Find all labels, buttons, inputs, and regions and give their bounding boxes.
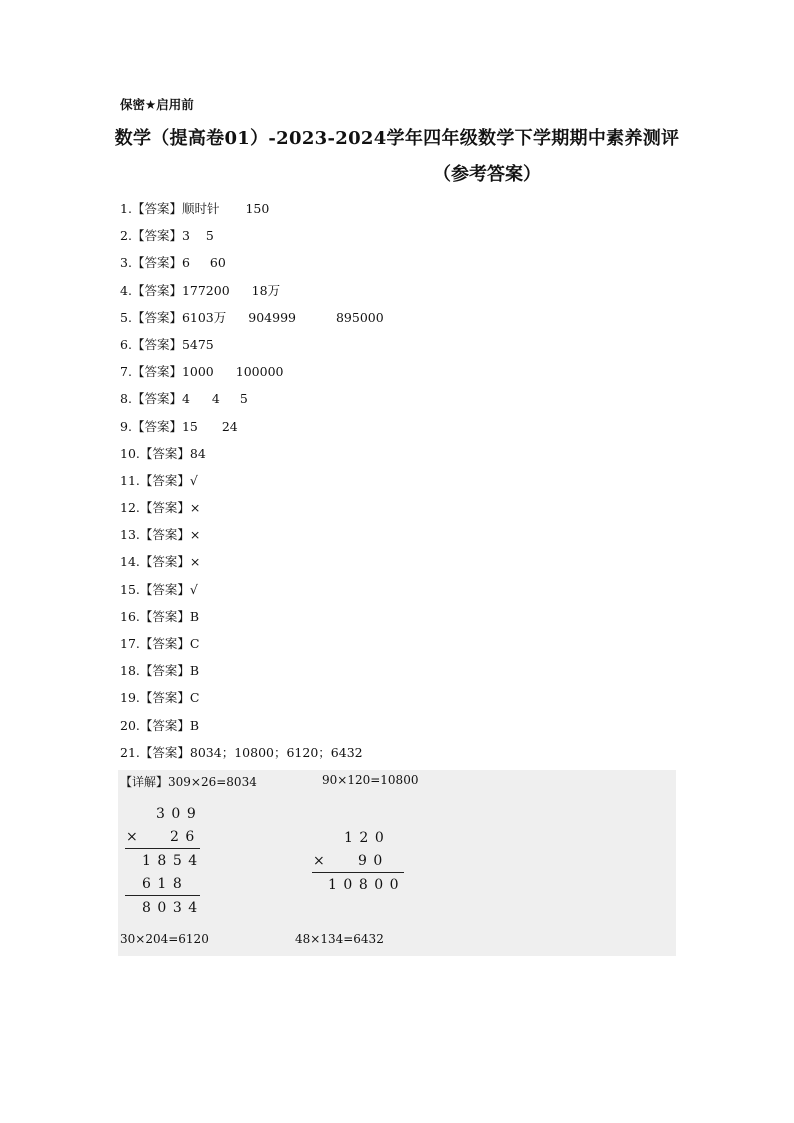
document-subtitle: （参考答案） [433,164,541,185]
answer-tag: 【答案】 [139,690,190,706]
answer-value: 15 [181,418,198,434]
answer-value: 5 [205,228,214,244]
calc1-partial-2: 618 [142,876,189,892]
answer-tag: 【答案】 [139,581,190,597]
answer-number: 10. [120,445,140,461]
answer-value: √ [189,472,198,488]
answer-tag: 【答案】 [139,608,190,624]
answer-number: 20. [120,717,140,733]
answer-row [120,281,384,308]
calc2-rule [312,872,404,873]
answer-number: 14. [120,554,140,570]
document-title: 数学（提高卷01）-2023-2024学年四年级数学下学期期中素养测评 [114,128,680,149]
answer-value: 顺时针 [181,201,220,216]
answer-number: 3. [120,255,132,271]
answer-value: × [189,500,201,516]
answer-row [120,634,384,661]
calc2-operator: × [313,853,332,869]
answer-value: 3 [181,228,190,244]
answer-number: 16. [120,608,140,624]
answer-value: 5475 [181,336,214,352]
answer-row [120,552,384,579]
answer-row [120,661,384,688]
answer-number: 5. [120,309,132,325]
answer-row [120,525,384,552]
answer-tag: 【答案】 [131,282,182,298]
answer-number: 9. [120,418,132,434]
answer-row [120,199,384,226]
answer-tag: 【答案】 [139,663,190,679]
answer-number: 12. [120,500,140,516]
answer-number: 18. [120,663,140,679]
calc1-multiplier: 26 [170,829,201,845]
answer-tag: 【答案】 [131,309,182,325]
answer-row [120,417,384,444]
answer-tag: 【答案】 [139,554,190,570]
answer-value: C [189,636,200,651]
calc1-top: 309 [156,806,203,822]
answer-row [120,743,384,770]
confidential-label: 保密★启用前 [120,97,194,112]
calc2-top: 120 [344,830,391,846]
answer-value: 895000 [335,309,384,325]
detail-tag: 【详解】 [120,775,169,789]
answer-tag: 【答案】 [139,527,190,543]
answer-value: 1000 [181,364,214,380]
answer-tag: 【答案】 [139,472,190,488]
calc1-operator: × [126,829,145,845]
answer-value: 8034；10800；6120；6432 [189,744,363,760]
answer-row [120,688,384,715]
answer-row [120,335,384,362]
answer-value: 18万 [251,282,281,298]
answer-value: 60 [209,255,226,271]
answer-value: 150 [245,201,270,216]
answer-tag: 【答案】 [131,391,182,407]
answer-row [120,471,384,498]
answer-tag: 【答案】 [131,255,182,271]
answer-tag: 【答案】 [131,418,182,434]
answer-tag: 【答案】 [139,717,190,733]
answer-value: 4 [211,391,220,407]
answer-value: 904999 [248,309,296,325]
answer-number: 7. [120,364,132,380]
answer-number: 8. [120,391,132,407]
answer-row [120,226,384,253]
answer-tag: 【答案】 [139,445,190,461]
answer-row [120,444,384,471]
answer-tag: 【答案】 [139,636,190,651]
answer-row [120,607,384,634]
answer-list [120,199,384,770]
answer-value: 6 [181,255,190,271]
answer-number: 13. [120,527,140,543]
answer-value: × [189,554,201,570]
answer-value: B [189,663,200,679]
answer-tag: 【答案】 [131,336,182,352]
answer-number: 19. [120,690,140,706]
answer-value: 5 [239,391,248,407]
detail-equation-2: 90×120=10800 [322,773,419,787]
detail-equation-1: 309×26=8034 [168,775,257,789]
answer-value: 24 [221,418,238,434]
calc2-result: 10800 [328,877,406,893]
calc1-rule-1 [125,848,200,849]
answer-value: B [189,717,200,733]
detail-section [118,770,676,956]
answer-row [120,308,384,335]
calc1-rule-2 [125,895,200,896]
answer-tag: 【答案】 [139,500,190,516]
answer-number: 2. [120,228,132,244]
answer-value: √ [189,581,198,597]
answer-value: × [189,527,201,543]
answer-tag: 【答案】 [131,364,182,380]
answer-tag: 【答案】 [131,201,182,216]
answer-number: 11. [120,472,140,488]
answer-value: 6103万 [181,309,227,325]
answer-row [120,580,384,607]
answer-value: 100000 [235,364,284,380]
detail-equation-3: 30×204=6120 [120,932,209,946]
answer-number: 6. [120,336,132,352]
detail-equation-4: 48×134=6432 [295,932,384,946]
answer-row [120,362,384,389]
answer-tag: 【答案】 [139,744,190,760]
answer-number: 4. [120,282,132,298]
answer-row [120,389,384,416]
answer-tag: 【答案】 [131,228,182,244]
answer-value: 4 [181,391,190,407]
answer-number: 1. [120,201,132,216]
answer-row [120,498,384,525]
calc1-result: 8034 [142,900,204,916]
answer-number: 15. [120,581,140,597]
calc1-partial-1: 1854 [142,853,204,869]
calc2-multiplier: 90 [358,853,389,869]
answer-row [120,253,384,280]
answer-row [120,716,384,743]
answer-value: 84 [189,445,206,461]
answer-value: B [189,608,200,624]
answer-number: 21. [120,744,140,760]
answer-value: 177200 [181,282,230,298]
answer-number: 17. [120,636,140,651]
answer-value: C [189,690,200,706]
